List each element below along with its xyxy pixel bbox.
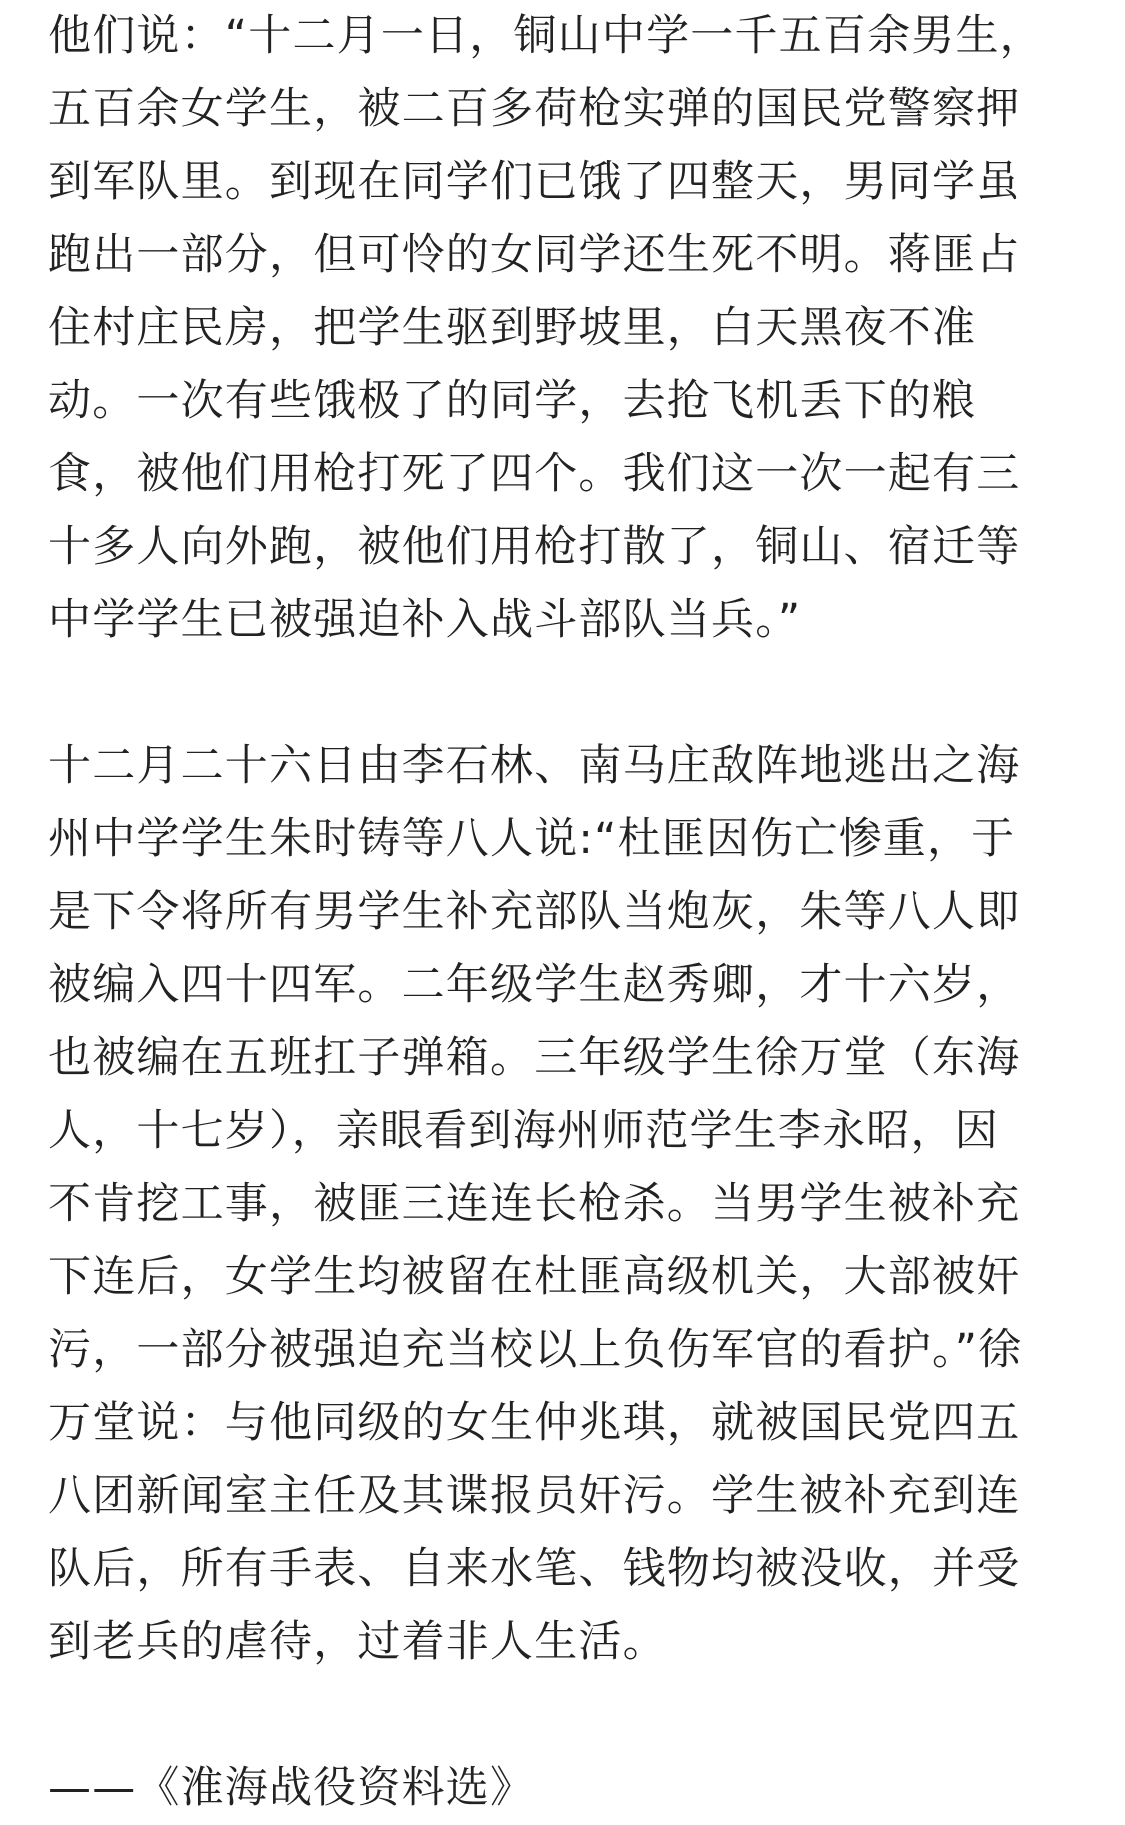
article-body	[48, 0, 1125, 1825]
paragraph-haizhou-students: 十二月二十六日由李石林、南马庄敌阵地逃出之海 州中学学生朱时铸等八人说:“杜匪因伤亡惨重，于 是下令将所有男学生补充部队当炮灰，朱等八人即 被编入四十四军。二年级学生赵秀卿，才十六岁， 也被编在五班扛子弹箱。三年级学生徐万堂（东海 人，十七岁），亲眼看到海州师范学生李永昭，因 不肯挖工事，被匪三连连长枪杀。当男学生被补充 下连后，女学生均被留在杜匪高级机关，大部被奸 污，一部分被强迫充当校以上负伤军官的看护。”徐 万堂说：与他同级的女生仲兆琪，就被国民党四五 八团新闻室主任及其谍报员奸污。学生被补充到连 队后，所有手表、自来水笔、钱物均被没收，并受 到老兵的虐待，过着非人生活。	[48, 741, 1023, 1667]
paragraph-student-testimony: 他们说：“十二月一日，铜山中学一千五百余男生， 五百余女学生，被二百多荷枪实弹的国民党警察押 到军队里。到现在同学们已饿了四整天，男同学虽 跑出一部分，但可怜的女同学还生死不明。蒋匪占 住村庄民房，把学生驱到野坡里，白天黑夜不准 动。一次有些饿极了的同学，去抢飞机丢下的粮 食，被他们用枪打死了四个。我们这一次一起有三 十多人向外跑，被他们用枪打散了，铜山、宿迁等 中学学生已被强迫补入战斗部队当兵。”	[48, 11, 1044, 645]
source-citation: ——《淮海战役资料选》	[48, 1763, 535, 1813]
